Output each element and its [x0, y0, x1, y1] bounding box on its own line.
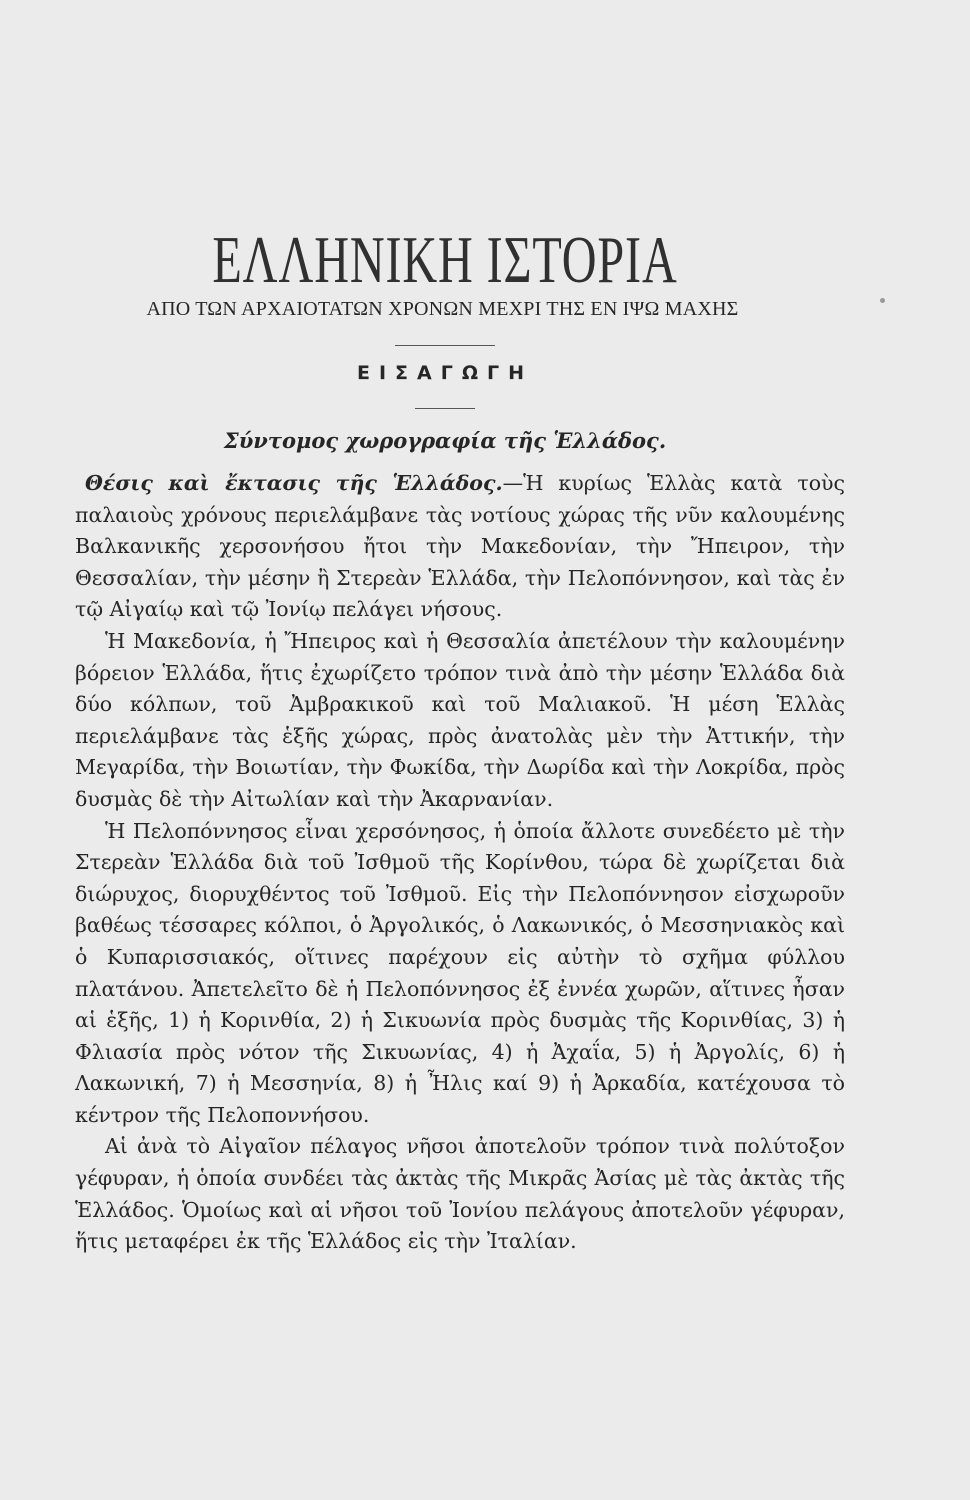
- paragraph-text: —Ἡ κυρίως Ἑλλὰς κατὰ τοὺς παλαιοὺς χρόνους περιελάμβανε τὰς νοτίους χώρας τῆς νῦν καλουμένης Βαλκανικῆς χερσονήσου ἤτοι τὴν Μακεδονίαν, τὴν Ἤπειρον, τὴν Θεσσαλίαν, τὴν μέσην ἢ Στερεὰν Ἑλλάδα, τὴν Πελοπόννησον, καὶ τὰς ἐν τῷ Αἰγαίῳ καὶ τῷ Ἰονίῳ πελάγει νήσους.: [75, 471, 845, 622]
- section-title: ΕΙΣΑΓΩΓΗ: [357, 362, 533, 384]
- chapter-title: Σύντομος χωρογραφία τῆς Ἑλλάδος.: [223, 428, 667, 453]
- paragraph-lead: Θέσις καὶ ἔκτασις τῆς Ἑλλάδος.: [85, 471, 503, 495]
- paragraph: Αἱ ἀνὰ τὸ Αἰγαῖον πέλαγος νῆσοι ἀποτελοῦν τρόπον τινὰ πολύτοξον γέφυραν, ἡ ὁποία συνδέει τὰς ἀκτὰς τῆς Μικρᾶς Ἀσίας μὲ τὰς ἀκτὰς τῆς Ἑλλάδος. Ὁμοίως καὶ αἱ νῆσοι τοῦ Ἰονίου πελάγους ἀποτελοῦν γέφυραν, ἥτις μεταφέρει ἐκ τῆς Ἑλλάδος εἰς τὴν Ἰταλίαν.: [75, 1134, 845, 1254]
- subtitle: ΑΠΟ ΤΩΝ ΑΡΧΑΙΟΤΑΤΩΝ ΧΡΟΝΩΝ ΜΕΧΡΙ ΤΗΣ ΕΝ ΙΨΩ ΜΑΧΗΣ: [146, 298, 739, 320]
- paragraph: Ἡ Μακεδονία, ἡ Ἤπειρος καὶ ἡ Θεσσαλία ἀπετέλουν τὴν καλουμένην βόρειον Ἑλλάδα, ἥτις ἐχωρίζετο τρόπον τινὰ ἀπὸ τὴν μέσην Ἑλλάδα διὰ δύο κόλπων, τοῦ Ἀμβρακικοῦ καὶ τοῦ Μαλιακοῦ. Ἡ μέση Ἑλλὰς περιελάμβανε τὰς ἑξῆς χώρας, πρὸς ἀνατολὰς μὲν τὴν Ἀττικήν, τὴν Μεγαρίδα, τὴν Βοιωτίαν, τὴν Φωκίδα, τὴν Δωρίδα καὶ τὴν Λοκρίδα, πρὸς δυσμὰς δὲ τὴν Αἰτωλίαν καὶ τὴν Ἀκαρνανίαν.: [75, 628, 845, 811]
- page-title: ΕΛΛΗΝΙΚΗ ΙΣΤΟΡΙΑ: [212, 223, 678, 298]
- paragraph: [75, 468, 845, 626]
- body-text: [75, 468, 845, 1258]
- paragraph: Ἡ Πελοπόννησος εἶναι χερσόνησος, ἡ ὁποία ἄλλοτε συνεδέετο μὲ τὴν Στερεὰν Ἑλλάδα διὰ τοῦ Ἰσθμοῦ τῆς Κορίνθου, τώρα δὲ χωρίζεται διὰ διώρυχος, διορυχθέντος τοῦ Ἰσθμοῦ. Εἰς τὴν Πελοπόννησον εἰσχωροῦν βαθέως τέσσαρες κόλποι, ὁ Ἀργολικός, ὁ Λακωνικός, ὁ Μεσσηνιακὸς καὶ ὁ Κυπαρισσιακός, οἵτινες παρέχουν εἰς αὐτὴν τὸ σχῆμα φύλλου πλατάνου. Ἀπετελεῖτο δὲ ἡ Πελοπόννησος ἐξ ἐννέα χωρῶν, αἵτινες ἦσαν αἱ ἑξῆς, 1) ἡ Κορινθία, 2) ἡ Σικυωνία πρὸς δυσμὰς τῆς Κορινθίας, 3) ἡ Φλιασία πρὸς νότον τῆς Σικυωνίας, 4) ἡ Ἀχαΐα, 5) ἡ Ἀργολίς, 6) ἡ Λακωνική, 7) ἡ Μεσσηνία, 8) ἡ Ἦλις καί 9) ἡ Ἀρκαδία, κατέχουσα τὸ κέντρον τῆς Πελοποννήσου.: [75, 818, 845, 1127]
- divider-rule: [395, 345, 495, 346]
- paper-speck: [880, 298, 885, 303]
- divider-rule: [415, 408, 475, 409]
